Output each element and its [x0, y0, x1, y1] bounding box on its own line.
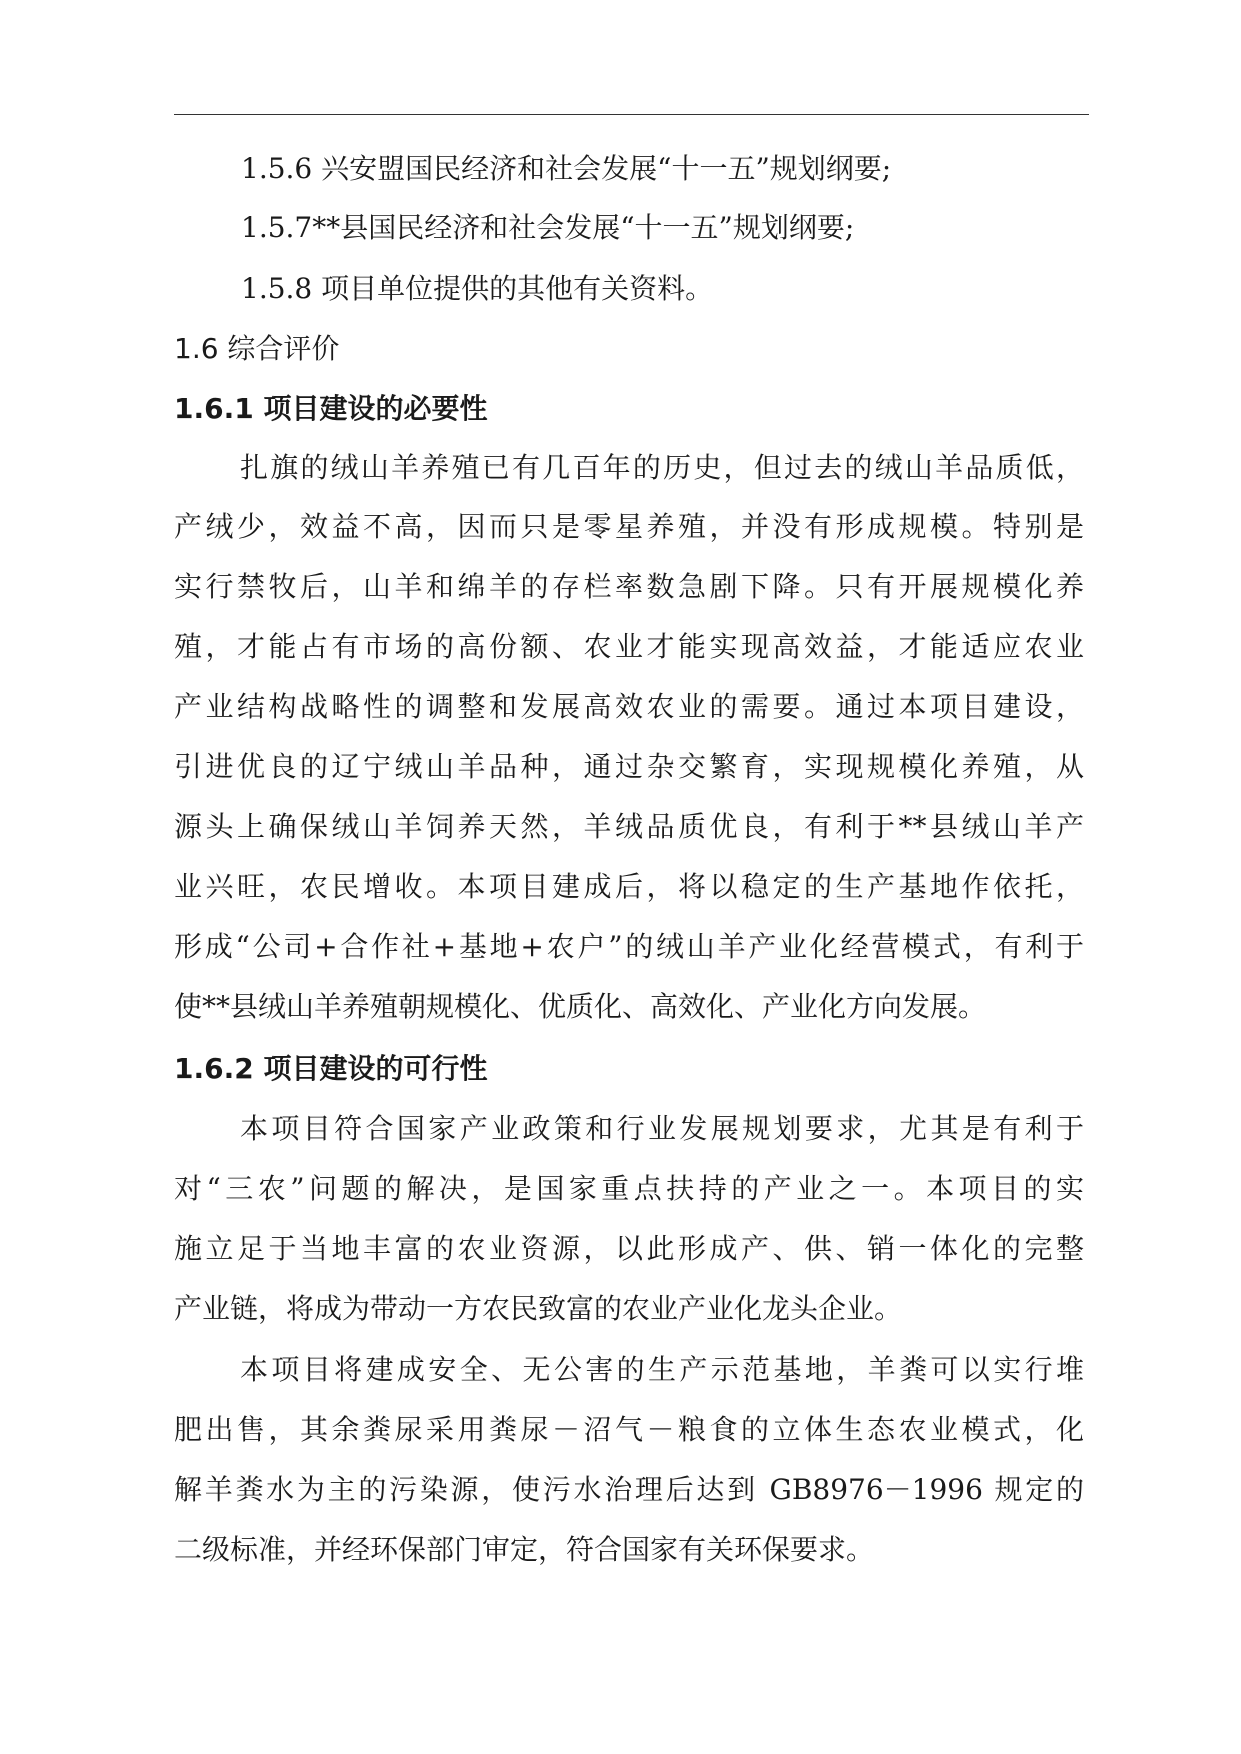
reference-item-1-5-8: 1.5.8 项目单位提供的其他有关资料。 — [241, 272, 714, 305]
subsection-heading-necessity: 1.6.1 项目建设的必要性 — [174, 392, 488, 425]
paragraph-line: 形成“公司+合作社+基地+农户”的绒山羊产业化经营模式，有利于 — [174, 930, 1084, 963]
paragraph-line: 产业链，将成为带动一方农民致富的农业产业化龙头企业。 — [174, 1292, 903, 1325]
paragraph-line: 实行禁牧后，山羊和绵羊的存栏率数急剧下降。只有开展规模化养 — [174, 570, 1084, 603]
subsection-heading-feasibility: 1.6.2 项目建设的可行性 — [174, 1052, 488, 1085]
paragraph-line: 肥出售，其余粪尿采用粪尿－沼气－粮食的立体生态农业模式，化 — [174, 1413, 1084, 1446]
paragraph-line: 施立足于当地丰富的农业资源，以此形成产、供、销一体化的完整 — [174, 1232, 1084, 1265]
paragraph-line: 引进优良的辽宁绒山羊品种，通过杂交繁育，实现规模化养殖，从 — [174, 750, 1084, 783]
paragraph-line: 殖，才能占有市场的高份额、农业才能实现高效益，才能适应农业 — [174, 630, 1084, 663]
paragraph-line: 产绒少，效益不高，因而只是零星养殖，并没有形成规模。特别是 — [174, 510, 1084, 543]
paragraph-line: 对“三农”问题的解决，是国家重点扶持的产业之一。本项目的实 — [174, 1172, 1084, 1205]
paragraph-line: 本项目符合国家产业政策和行业发展规划要求，尤其是有利于 — [240, 1112, 1084, 1145]
paragraph-line: 使**县绒山羊养殖朝规模化、优质化、高效化、产业化方向发展。 — [174, 990, 987, 1023]
reference-item-1-5-7: 1.5.7**县国民经济和社会发展“十一五”规划纲要; — [241, 211, 855, 244]
paragraph-line: 业兴旺，农民增收。本项目建成后，将以稳定的生产基地作依托， — [174, 870, 1084, 903]
paragraph-line: 解羊粪水为主的污染源，使污水治理后达到 GB8976－1996 规定的 — [174, 1473, 1084, 1506]
paragraph-line: 源头上确保绒山羊饲养天然，羊绒品质优良，有利于**县绒山羊产 — [174, 810, 1084, 843]
paragraph-line: 扎旗的绒山羊养殖已有几百年的历史，但过去的绒山羊品质低， — [240, 451, 1084, 484]
paragraph-line: 本项目将建成安全、无公害的生产示范基地，羊粪可以实行堆 — [240, 1353, 1084, 1386]
header-rule — [174, 114, 1089, 115]
paragraph-line: 二级标准，并经环保部门审定，符合国家有关环保要求。 — [174, 1533, 875, 1566]
reference-item-1-5-6: 1.5.6 兴安盟国民经济和社会发展“十一五”规划纲要; — [241, 152, 892, 185]
paragraph-line: 产业结构战略性的调整和发展高效农业的需要。通过本项目建设， — [174, 690, 1084, 723]
section-heading-comprehensive-evaluation: 1.6 综合评价 — [174, 332, 340, 365]
